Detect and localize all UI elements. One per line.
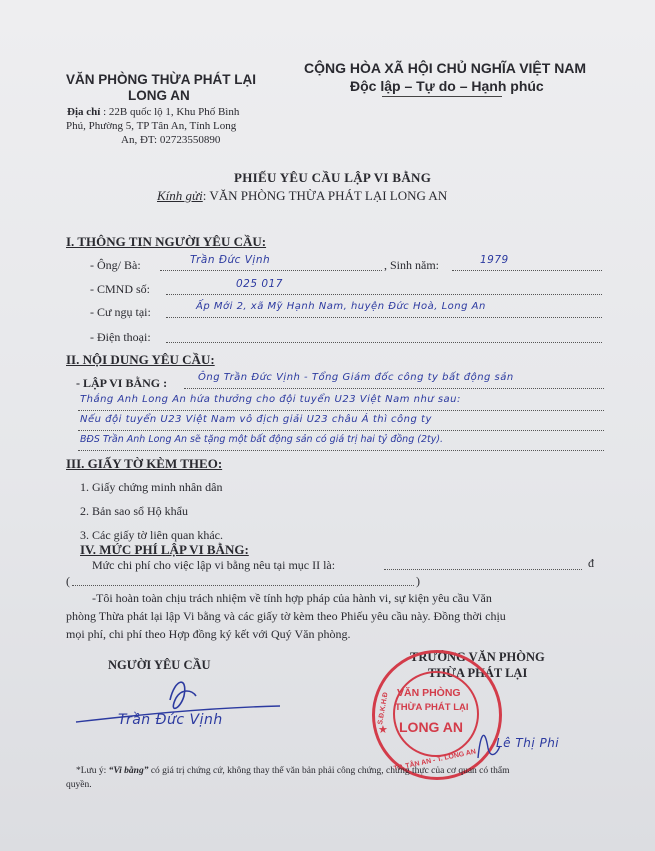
office-address-line3: An, ĐT: 02723550890 [121, 134, 221, 146]
phone-field [166, 326, 602, 343]
name-label: - Ông/ Bà: [90, 258, 141, 272]
commitment-line-1: -Tôi hoàn toàn chịu trách nhiệm về tính hợp pháp của hành vi, sự kiện yêu cầu Văn [92, 591, 492, 605]
attachment-item-3: 3. Các giấy tờ liên quan khác. [80, 528, 223, 542]
content-line-4 [78, 434, 604, 451]
motto-underline [382, 96, 502, 97]
chief-name: Lê Thị Phi [496, 736, 560, 750]
residence-value: Ấp Mới 2, xã Mỹ Hạnh Nam, huyện Đức Hoà, Long An [196, 301, 486, 312]
commitment-line-2: phòng Thừa phát lại lập Vi bằng và các giấy tờ kèm theo Phiếu yêu cầu này. Đồng thời chịu [66, 609, 506, 623]
seal-star-icon: ★ [378, 724, 388, 736]
fee-text: Mức chi phí cho việc lập vi bằng nêu tại mục II là: [92, 558, 336, 572]
recipient-line [157, 188, 447, 204]
footnote-prefix: *Lưu ý: [76, 766, 109, 776]
nation-name: CỘNG HÒA XÃ HỘI CHỦ NGHĨA VIỆT NAM [304, 60, 587, 76]
content-label: - LẬP VI BẰNG : [76, 376, 168, 390]
footnote-line-2: quyền. [66, 780, 92, 790]
address-l1: : 22B quốc lộ 1, Khu Phố Bình [100, 106, 240, 118]
seal-text-1: VĂN PHÒNG [397, 687, 461, 699]
content-line-2 [78, 394, 604, 411]
section-3-heading: III. GIẤY TỜ KÈM THEO: [66, 456, 223, 471]
footnote-term: “Vi bằng” [108, 766, 149, 776]
content-text-3: Nếu đội tuyển U23 Việt Nam vô địch giải U23 châu Á thì công ty [80, 414, 432, 425]
content-text-1: Ông Trần Đức Vịnh - Tổng Giám đốc công ty bất động sản [198, 372, 514, 383]
footnote-text: có giá trị chứng cứ, không thay thế văn bản phải công chứng, chứng thực của cơ quan có thẩm [148, 766, 510, 776]
fee-amount-field [384, 556, 582, 570]
id-label: - CMND số: [90, 282, 151, 296]
content-text-4: BĐS Trần Anh Long An sẽ tặng một bất động sản có giá trị hai tỷ đồng (2ty). [80, 434, 444, 445]
chief-title-line1: TRƯỞNG VĂN PHÒNG [410, 650, 545, 664]
chief-title-line2: THỪA PHÁT LẠI [428, 666, 528, 680]
office-address-line1 [67, 106, 239, 118]
section-2-heading: II. NỘI DUNG YÊU CẦU: [66, 352, 215, 367]
id-value: 025 017 [236, 278, 283, 290]
name-field [160, 254, 382, 271]
seal-text-2: THỪA PHÁT LẠI [395, 702, 469, 713]
seal-inner-ring [393, 671, 479, 757]
residence-label: - Cư ngụ tại: [90, 305, 151, 319]
requester-signature-icon [70, 670, 290, 740]
fee-words-open: ( [66, 574, 70, 588]
id-field [166, 278, 602, 295]
seal-text-3: LONG AN [399, 719, 464, 735]
recipient-label: Kính gửi [157, 188, 203, 203]
fee-currency: đ [588, 556, 594, 570]
fee-words-field [72, 572, 414, 586]
phone-label: - Điện thoại: [90, 330, 151, 344]
office-address-line2: Phú, Phường 5, TP Tân An, Tỉnh Long [66, 120, 237, 132]
section-4-heading: IV. MỨC PHÍ LẬP VI BẰNG: [80, 542, 249, 557]
fee-line [92, 558, 335, 573]
footnote-line-1 [76, 766, 510, 776]
content-line-1 [184, 372, 604, 389]
address-label: Địa chỉ [67, 106, 101, 118]
fee-words-close: ) [416, 574, 420, 588]
seal-arc-left: S.Đ.K.H.Đ [377, 691, 390, 726]
requester-name: Trần Đức Vịnh [118, 712, 223, 728]
birth-value: 1979 [480, 254, 509, 266]
nation-motto: Độc lập – Tự do – Hạnh phúc [350, 78, 544, 94]
office-name: VĂN PHÒNG THỪA PHÁT LẠI [66, 72, 256, 87]
commitment-line-3: mọi phí, chi phí theo Hợp đồng ký kết với Quý Văn phòng. [66, 627, 351, 641]
content-line-3 [78, 414, 604, 431]
recipient-value: : VĂN PHÒNG THỪA PHÁT LẠI LONG AN [202, 188, 448, 203]
section-1-heading: I. THÔNG TIN NGƯỜI YÊU CẦU: [66, 234, 267, 249]
document-title: PHIẾU YÊU CẦU LẬP VI BẰNG [234, 170, 432, 185]
birth-label: , Sinh năm: [384, 258, 440, 272]
birth-field [452, 254, 602, 271]
seal-arc-bottom: TP. TÂN AN - T. LONG AN [393, 748, 477, 773]
residence-field [166, 301, 602, 318]
name-value: Trần Đức Vịnh [190, 254, 271, 266]
office-province: LONG AN [128, 88, 190, 103]
content-text-2: Thắng Anh Long An hứa thưởng cho đội tuyển U23 Việt Nam như sau: [80, 394, 461, 405]
attachment-item-1: 1. Giấy chứng minh nhân dân [80, 480, 223, 494]
requester-title: NGƯỜI YÊU CẦU [108, 658, 211, 672]
attachment-item-2: 2. Bản sao sổ Hộ khẩu [80, 504, 188, 518]
